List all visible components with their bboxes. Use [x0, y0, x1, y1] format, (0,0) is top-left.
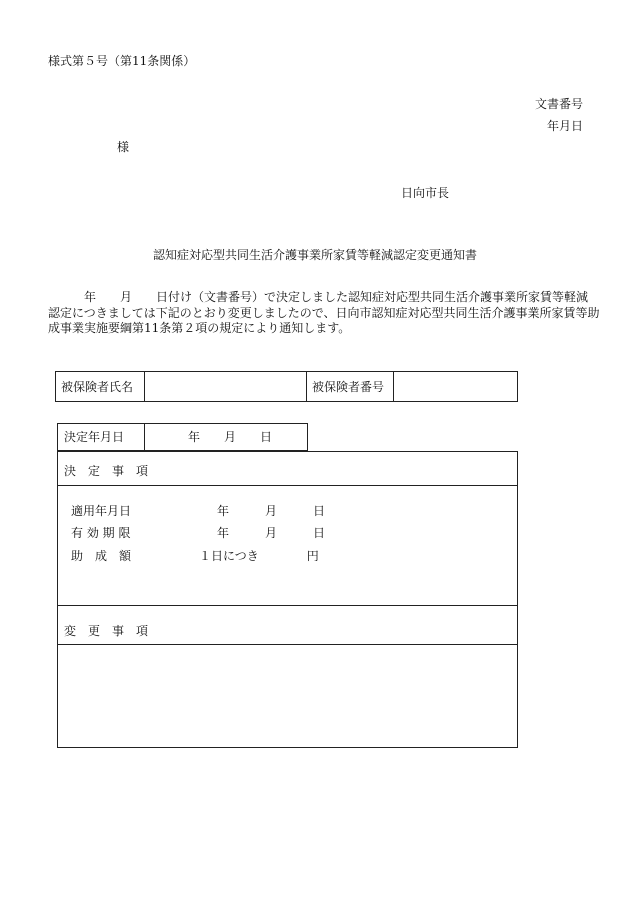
changes-heading: 変 更 事 項 — [64, 624, 149, 638]
decision-date-field[interactable]: 年 月 日 — [188, 430, 273, 444]
decision-details-box — [57, 451, 518, 748]
decision-date-row — [57, 423, 308, 451]
applicable-date-label: 適用年月日 — [71, 504, 132, 518]
changes-divider-top — [58, 605, 517, 606]
validity-period-label: 有 効 期 限 — [71, 526, 131, 540]
notice-body-line-3: 成事業実施要綱第11条第２項の規定により通知します。 — [48, 321, 351, 335]
issuer-name: 日向市長 — [401, 186, 450, 200]
changes-heading-divider — [58, 644, 517, 645]
notice-body-line-1: 年 月 日付け（文書番号）で決定しました認知症対応型共同生活介護事業所家賃等軽減 — [48, 290, 589, 304]
addressee-honorific: 様 — [117, 140, 130, 154]
applicable-date-value[interactable]: 年 月 日 — [217, 504, 326, 518]
form-number: 様式第５号（第11条関係） — [48, 54, 196, 68]
notice-body — [48, 290, 600, 337]
notice-body-line-2: 認定につきましては下記のとおり変更しましたので、日向市認知症対応型共同生活介護事業所家賃等助 — [48, 305, 600, 320]
document-number-label: 文書番号 — [534, 97, 583, 111]
decision-date-label: 決定年月日 — [58, 424, 145, 450]
subsidy-amount-value[interactable]: １日につき 円 — [199, 549, 319, 563]
insured-number-label: 被保険者番号 — [307, 372, 394, 402]
insured-number-field[interactable] — [394, 372, 518, 402]
document-title: 認知症対応型共同生活介護事業所家賃等軽減認定変更通知書 — [152, 248, 477, 262]
validity-period-value[interactable]: 年 月 日 — [217, 526, 326, 540]
insured-name-label: 被保険者氏名 — [56, 372, 145, 402]
decision-heading-divider — [58, 485, 517, 486]
insured-info-table — [55, 371, 518, 402]
insured-name-field[interactable] — [145, 372, 307, 402]
document-date-label: 年月日 — [546, 119, 583, 133]
subsidy-amount-label: 助 成 額 — [71, 549, 132, 563]
decision-heading: 決 定 事 項 — [64, 464, 149, 478]
